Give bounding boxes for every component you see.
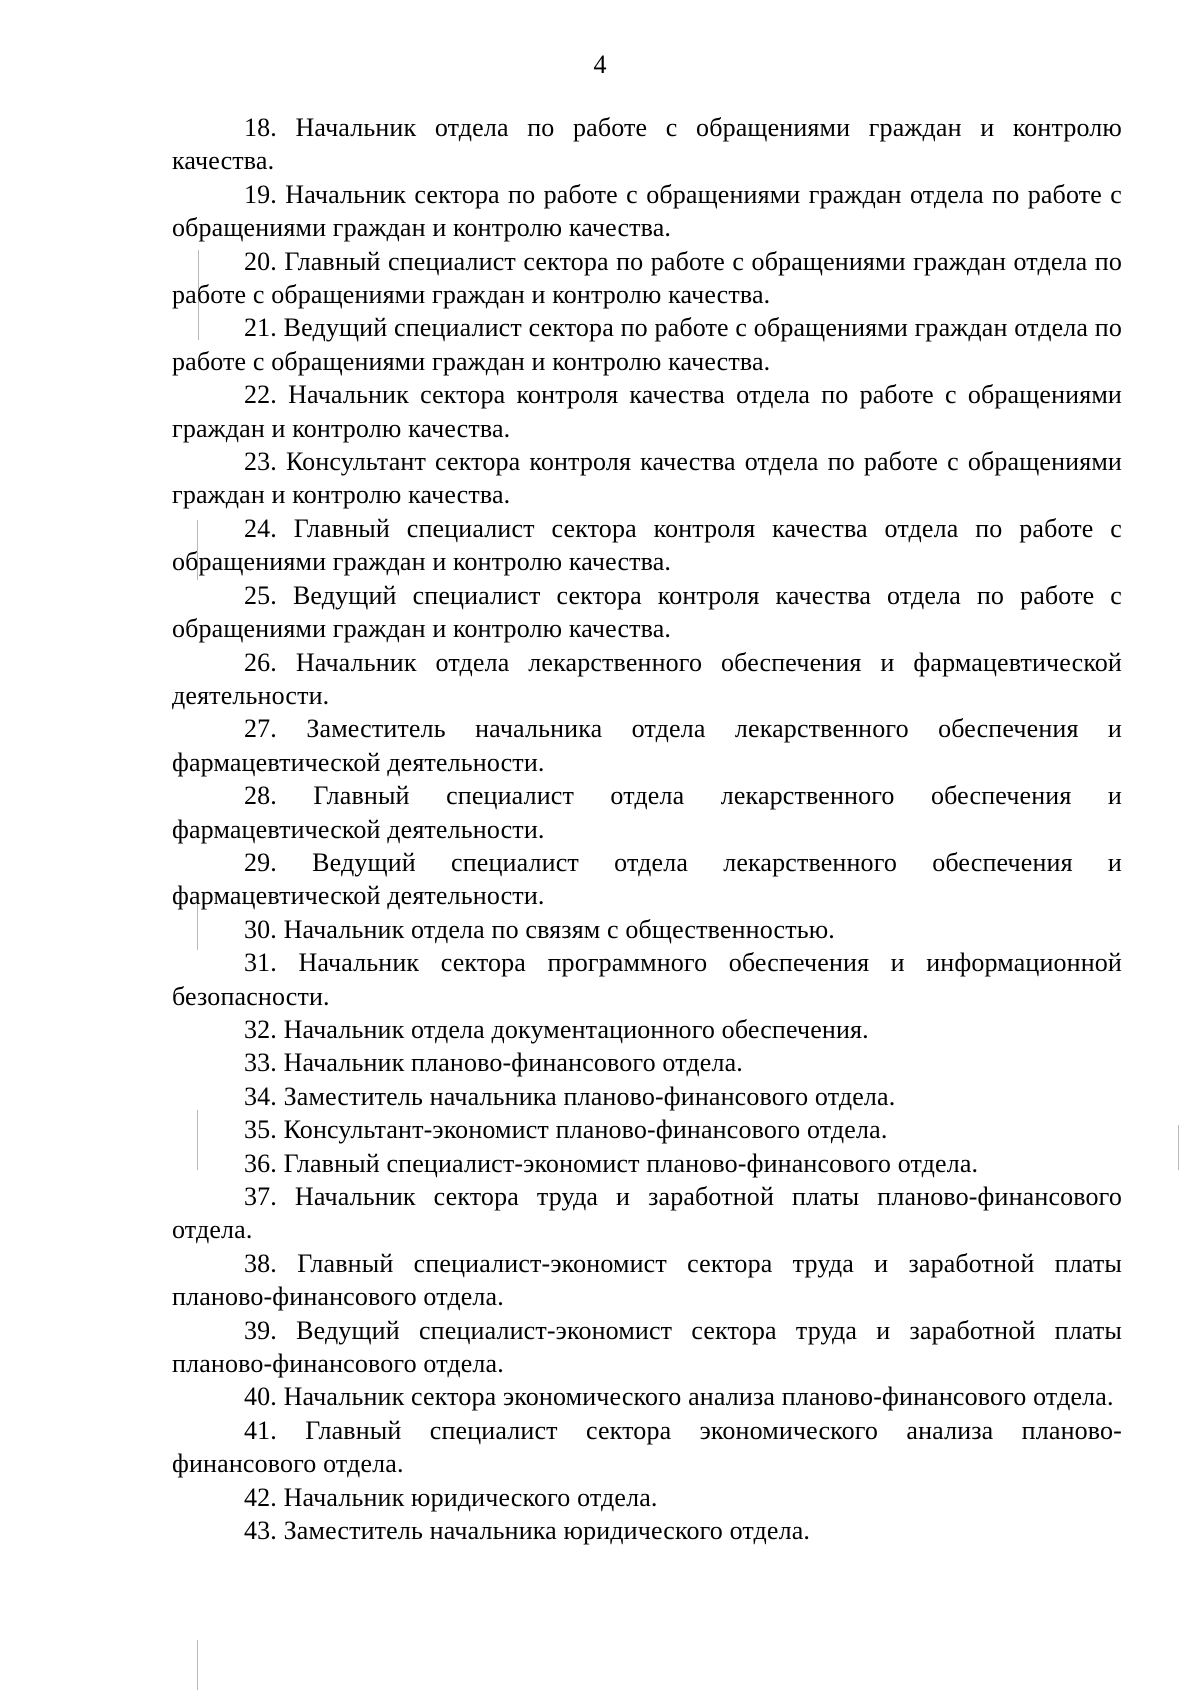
list-item: 38. Главный специалист-экономист сектора труда и заработной платы планово-финансового отдела. <box>172 1248 1122 1312</box>
scan-artifact-line <box>1178 1125 1179 1170</box>
list-item: 27. Заместитель начальника отдела лекарственного обеспечения и фармацевтической деятельности. <box>172 714 1122 777</box>
list-item: 30. Начальник отдела по связям с общественностью. <box>244 914 835 944</box>
list-item: 41. Главный специалист сектора экономического анализа планово-финансового отдела. <box>172 1415 1122 1479</box>
list-item: 18. Начальник отдела по работе с обращениями граждан и контролю качества. <box>172 113 1122 176</box>
list-item: 35. Консультант-экономист планово-финансового отдела. <box>244 1115 888 1145</box>
page-number: 4 <box>593 50 607 79</box>
position-list <box>172 111 1122 1547</box>
list-item: 28. Главный специалист отдела лекарственного обеспечения и фармацевтической деятельности. <box>172 781 1122 844</box>
list-item: 19. Начальник сектора по работе с обращениями граждан отдела по работе с обращениями граждан и контролю качества. <box>172 179 1122 243</box>
list-item: 23. Консультант сектора контроля качества отдела по работе с обращениями граждан и контролю качества. <box>172 447 1122 510</box>
list-item: 29. Ведущий специалист отдела лекарственного обеспечения и фармацевтической деятельности. <box>172 847 1122 911</box>
list-item: 24. Главный специалист сектора контроля качества отдела по работе с обращениями граждан и контролю качества. <box>172 513 1122 577</box>
list-item: 42. Начальник юридического отдела. <box>244 1482 658 1512</box>
scan-artifact-line <box>197 1640 198 1690</box>
list-item: 43. Заместитель начальника юридического отдела. <box>244 1516 811 1546</box>
list-item: 22. Начальник сектора контроля качества отдела по работе с обращениями граждан и контролю качества. <box>172 380 1122 443</box>
list-item: 36. Главный специалист-экономист планово-финансового отдела. <box>244 1148 979 1178</box>
list-item: 25. Ведущий специалист сектора контроля качества отдела по работе с обращениями граждан и контролю качества. <box>172 580 1122 644</box>
list-item: 20. Главный специалист сектора по работе с обращениями граждан отдела по работе с обращениями граждан и контролю качества. <box>172 246 1122 310</box>
list-item: 34. Заместитель начальника планово-финансового отдела. <box>244 1081 896 1111</box>
list-item: 32. Начальник отдела документационного обеспечения. <box>244 1014 869 1044</box>
list-item: 26. Начальник отдела лекарственного обеспечения и фармацевтической деятельности. <box>172 647 1122 710</box>
list-item: 39. Ведущий специалист-экономист сектора труда и заработной платы планово-финансового отдела. <box>172 1315 1122 1379</box>
list-item: 37. Начальник сектора труда и заработной платы планово-финансового отдела. <box>172 1182 1122 1245</box>
list-item: 21. Ведущий специалист сектора по работе с обращениями граждан отдела по работе с обращениями граждан и контролю качества. <box>172 313 1122 376</box>
list-item: 40. Начальник сектора экономического анализа планово-финансового отдела. <box>244 1382 1114 1412</box>
list-item: 33. Начальник планово-финансового отдела. <box>244 1048 743 1078</box>
list-item: 31. Начальник сектора программного обеспечения и информационной безопасности. <box>172 948 1122 1011</box>
